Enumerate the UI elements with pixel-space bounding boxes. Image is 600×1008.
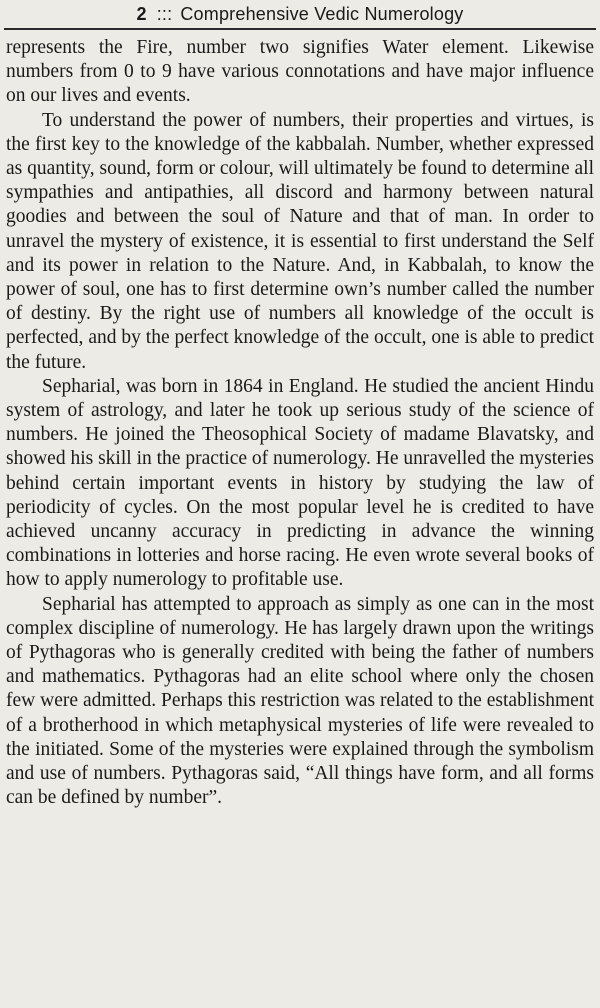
page-body <box>6 36 594 811</box>
book-title: Comprehensive Vedic Numerology <box>180 4 464 24</box>
header-separator: ::: <box>156 4 173 24</box>
paragraph-3: Sepharial, was born in 1864 in England. He studied the ancient Hindu system of astrology, and later he took up serious study of the science of numbers. He joined the Theosophical Society of madame Blavatsky, and showed his skill in the practice of numerology. He unravelled the mysteries behind certain important events in history by studying the law of periodicity of cycles. On the most popular level he is credited to have achieved uncanny accuracy in predicting in advance the winning combinations in lotteries and horse racing. He even wrote several books of how to apply numerology to profitable use. <box>6 375 594 591</box>
paragraph-4: Sepharial has attempted to approach as simply as one can in the most complex discipline of numerology. He has largely drawn upon the writings of Pythagoras who is generally credited with being the father of numbers and mathematics. Pythagoras had an elite school where only the chosen few were admitted. Perhaps this restriction was related to the establishment of a brotherhood in which metaphysical mysteries of life were revealed to the initiated. Some of the mysteries were explained through the symbolism and use of numbers. Pythagoras said, “All things have form, and all forms can be defined by number”. <box>6 593 594 809</box>
running-header <box>4 0 596 30</box>
paragraph-2: To understand the power of numbers, their properties and virtues, is the first key to the knowledge of the kabbalah. Number, whether expressed as quantity, sound, form or colour, will ultimately be found to determine all sympathies and antipathies, all discord and harmony between natural goodies and between the soul of Nature and that of man. In order to unravel the mystery of existence, it is essential to first understand the Self and its power in relation to the Nature. And, in Kabbalah, to know the power of soul, one has to first determine own’s number called the number of destiny. By the right use of numbers all knowledge of the occult is perfected, and by the perfect knowledge of the occult, one is able to predict the future. <box>6 109 594 373</box>
paragraph-1: represents the Fire, number two signifies Water element. Likewise numbers from 0 to 9 have various connotations and have major influence on our lives and events. <box>6 37 594 107</box>
page-number: 2 <box>136 4 147 24</box>
